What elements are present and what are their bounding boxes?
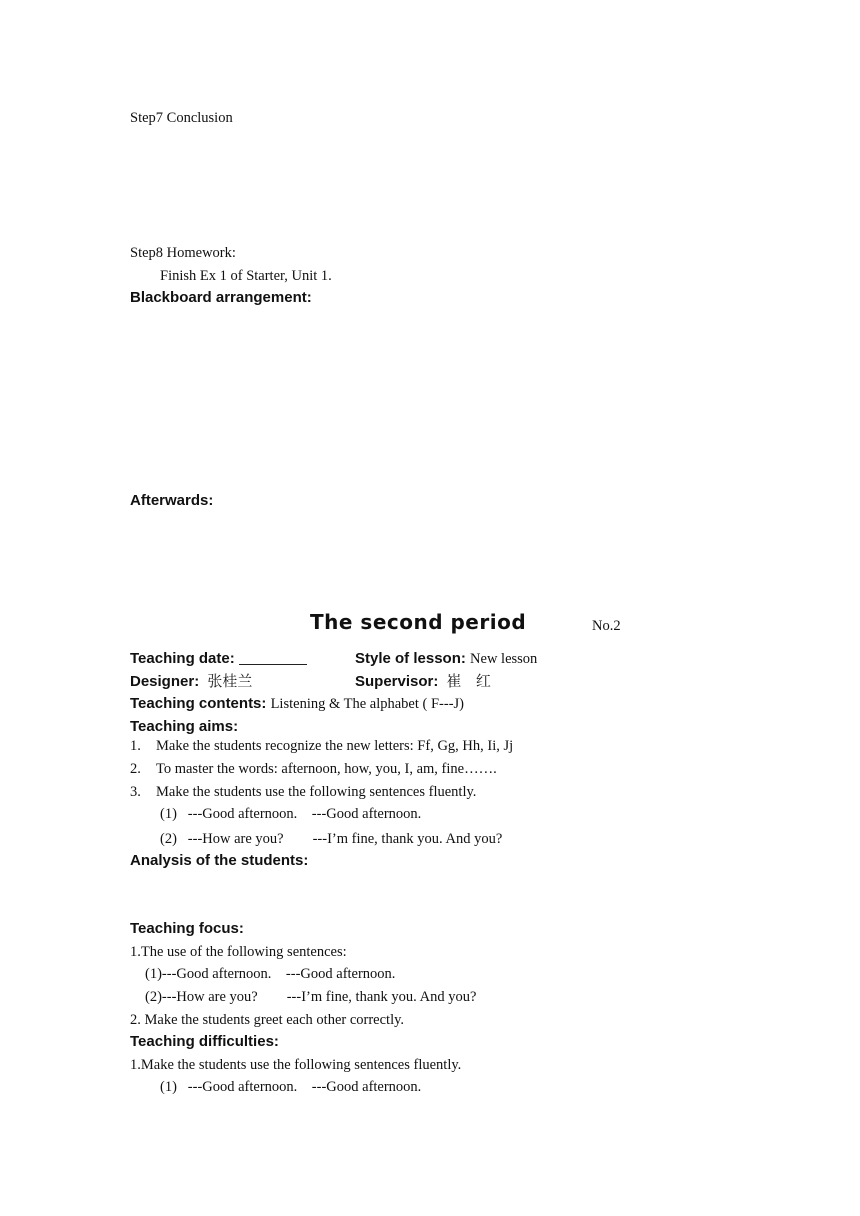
designer-row: [130, 670, 252, 691]
style-row: [355, 650, 537, 668]
difficulties-heading: Teaching difficulties:: [130, 1033, 279, 1050]
aim-number: 2.: [130, 761, 141, 777]
period-number: No.2: [592, 618, 621, 634]
aim-item: [130, 761, 497, 778]
step7-heading: Step7 Conclusion: [130, 110, 233, 126]
designer-value: 张桂兰: [207, 672, 253, 690]
aim-number: 3.: [130, 784, 141, 800]
teaching-date-blank: [239, 650, 307, 665]
focus-line: 2. Make the students greet each other correctly.: [130, 1012, 405, 1028]
aim-item: [130, 784, 477, 801]
period-title: The second period: [310, 610, 527, 634]
designer-label: Designer:: [130, 673, 200, 690]
aim-item: [130, 738, 514, 755]
supervisor-value: 崔 红: [446, 672, 491, 690]
focus-line: (1)---Good afternoon. ---Good afternoon.: [145, 966, 396, 982]
aims-heading: Teaching aims:: [130, 718, 239, 735]
difficulties-line: 1.Make the students use the following sentences fluently.: [130, 1057, 462, 1073]
style-value: New lesson: [470, 651, 538, 667]
aim-text: To master the words: afternoon, how, you, I, am, fine…….: [156, 761, 497, 777]
homework-text: Finish Ex 1 of Starter, Unit 1.: [160, 268, 332, 284]
focus-line: (2)---How are you? ---I’m fine, thank you. And you?: [145, 989, 477, 1005]
contents-row: [130, 695, 464, 713]
supervisor-row: [355, 670, 491, 691]
afterwards-heading: Afterwards:: [130, 492, 214, 509]
contents-label: Teaching contents:: [130, 695, 267, 712]
aim-text: Make the students recognize the new letters: Ff, Gg, Hh, Ii, Jj: [156, 738, 514, 754]
teaching-date-row: [130, 650, 307, 667]
aim-number: 1.: [130, 738, 141, 754]
step8-heading: Step8 Homework:: [130, 245, 236, 261]
aim-text: Make the students use the following sentences fluently.: [156, 784, 477, 800]
supervisor-label: Supervisor:: [355, 673, 439, 690]
aim-sub-line: (1) ---Good afternoon. ---Good afternoon.: [160, 806, 422, 822]
contents-value: Listening & The alphabet ( F---J): [270, 696, 464, 712]
aim-sub-line: (2) ---How are you? ---I’m fine, thank you. And you?: [160, 831, 503, 847]
focus-line: 1.The use of the following sentences:: [130, 944, 347, 960]
difficulties-line: (1) ---Good afternoon. ---Good afternoon.: [160, 1079, 422, 1095]
analysis-heading: Analysis of the students:: [130, 852, 309, 869]
blackboard-heading: Blackboard arrangement:: [130, 289, 312, 306]
focus-heading: Teaching focus:: [130, 920, 244, 937]
style-label: Style of lesson:: [355, 650, 466, 667]
teaching-date-label: Teaching date:: [130, 650, 235, 667]
